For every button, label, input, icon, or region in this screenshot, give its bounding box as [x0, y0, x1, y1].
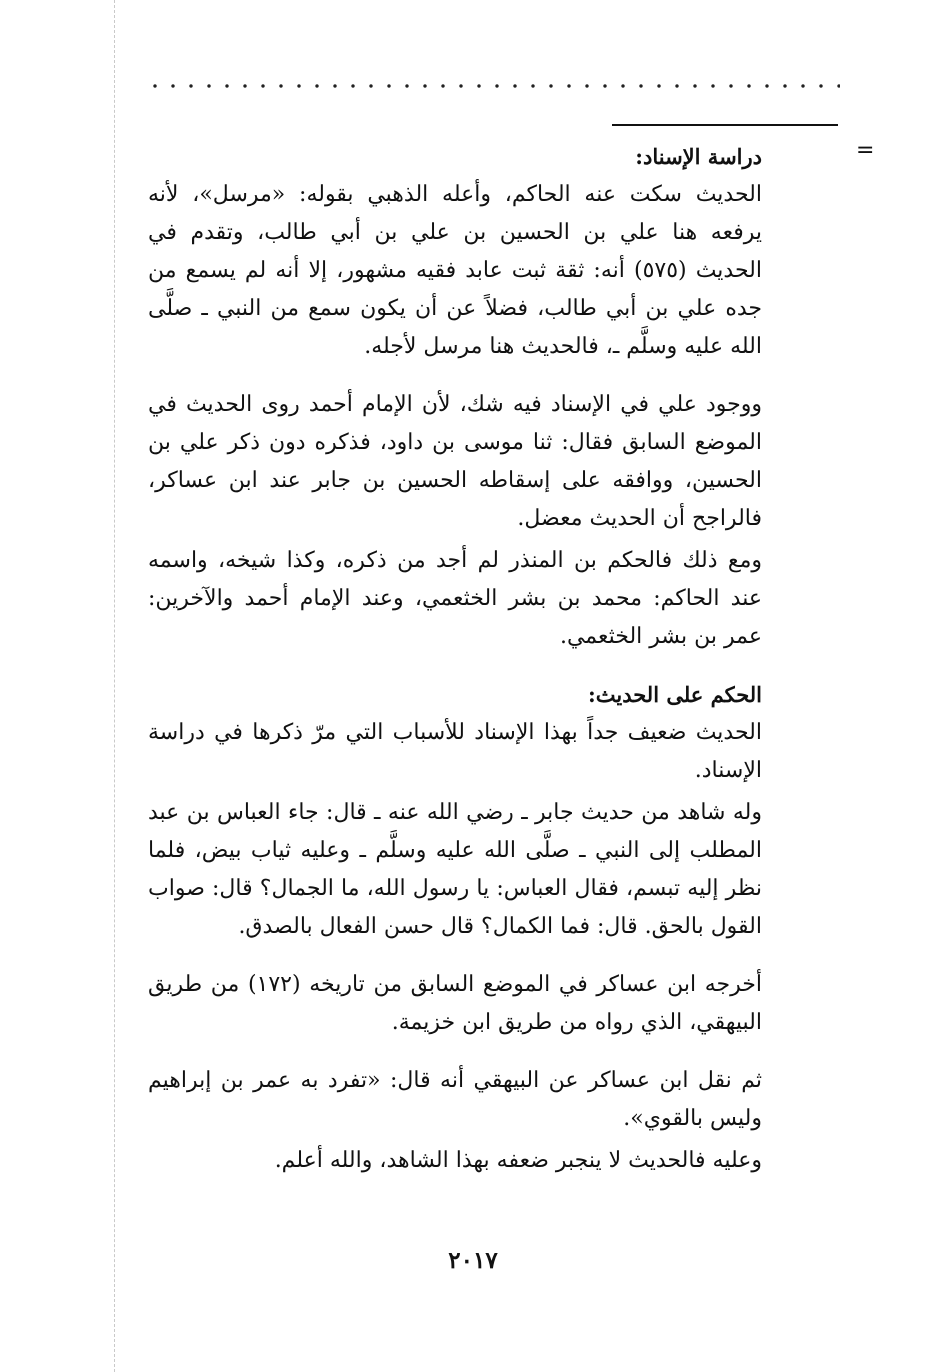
heading-rule: [612, 124, 838, 126]
heading-hadith-ruling: الحكم على الحديث:: [588, 682, 762, 707]
heading-isnad-study: دراسة الإسناد:: [635, 144, 762, 169]
continuation-mark: =: [856, 138, 875, 163]
paragraph-isnad-2: ووجود علي في الإسناد فيه شك، لأن الإمام أحمد روى الحديث في الموضع السابق فقال: ثنا موسى بن داود، فذكره دون ذكر علي بن الحسين، ووافقه على إسقاطه الحسين بن جابر عند ابن عساكر، فالراجح أن الحديث معضل.: [148, 392, 762, 531]
binding-edge-line: [114, 0, 115, 1372]
paragraph-hukm-1: الحديث ضعيف جداً بهذا الإسناد للأسباب التي مرّ ذكرها في دراسة الإسناد.: [148, 720, 762, 783]
paragraph-hukm-2: وله شاهد من حديث جابر ـ رضي الله عنه ـ قال: جاء العباس بن عبد المطلب إلى النبي ـ صلَّى الله عليه وسلَّم ـ وعليه ثياب بيض، فلما نظر إليه تبسم، فقال العباس: يا رسول الله، ما الجمال؟ قال: صواب القول بالحق. قال: فما الكمال؟ قال حسن الفعال بالصدق.: [148, 800, 762, 939]
page-number: ٢٠١٧: [448, 1247, 498, 1274]
paragraph-hukm-3: أخرجه ابن عساكر في الموضع السابق من تاريخه (١٧٢) من طريق البيهقي، الذي رواه من طريق ابن خزيمة.: [148, 972, 762, 1035]
paragraph-isnad-1: الحديث سكت عنه الحاكم، وأعله الذهبي بقوله: «مرسل»، لأنه يرفعه هنا علي بن الحسين بن علي بن أبي طالب، وتقدم في الحديث (٥٧٥) أنه: ثقة ثبت عابد فقيه مشهور، إلا أنه لم يسمع من جده علي بن أبي طالب، فضلاً عن أن يكون سمع من النبي ـ صلَّى الله عليه وسلَّم ـ، فالحديث هنا مرسل لأجله.: [148, 182, 762, 359]
page-content: [148, 138, 762, 1180]
paragraph-hukm-4: ثم نقل ابن عساكر عن البيهقي أنه قال: «تفرد به عمر بن إبراهيم وليس بالقوي».: [148, 1068, 762, 1131]
dotted-separator: [146, 82, 840, 90]
paragraph-hukm-5: وعليه فالحديث لا ينجبر ضعفه بهذا الشاهد، والله أعلم.: [274, 1148, 762, 1173]
paragraph-isnad-3: ومع ذلك فالحكم بن المنذر لم أجد من ذكره، وكذا شيخه، واسمه عند الحاكم: محمد بن بشر الخثعمي، وعند الإمام أحمد والآخرين: عمر بن بشر الخثعمي.: [148, 548, 762, 649]
